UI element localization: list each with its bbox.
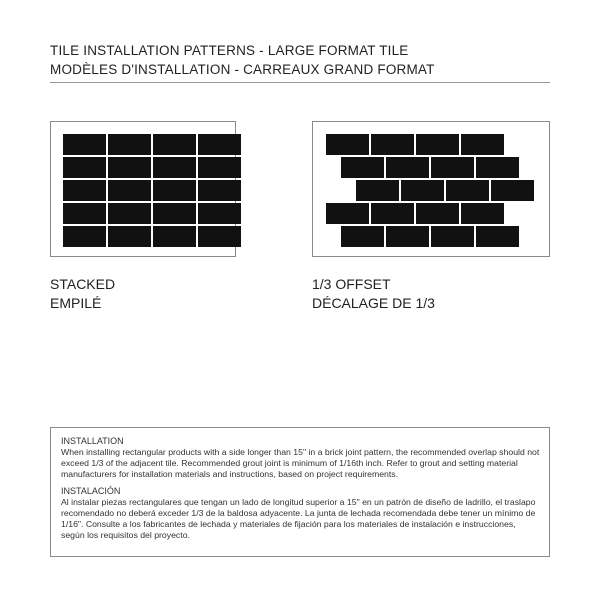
tile <box>416 203 459 224</box>
installation-heading-spanish: INSTALACIÓN <box>61 486 121 496</box>
tile <box>461 134 504 155</box>
tile <box>431 226 474 247</box>
stacked-label-french: EMPILÉ <box>50 295 102 311</box>
installation-heading-english: INSTALLATION <box>61 436 124 446</box>
tile <box>326 203 369 224</box>
tile <box>63 134 106 155</box>
tile <box>63 157 106 178</box>
tile <box>416 134 459 155</box>
tile <box>153 226 196 247</box>
tile <box>108 226 151 247</box>
tile <box>198 203 241 224</box>
title-english: TILE INSTALLATION PATTERNS - LARGE FORMAT TILE <box>50 43 409 58</box>
tile <box>386 226 429 247</box>
tile <box>198 157 241 178</box>
tile <box>63 180 106 201</box>
title-french: MODÈLES D'INSTALLATION - CARREAUX GRAND FORMAT <box>50 62 435 77</box>
tile <box>461 203 504 224</box>
tile <box>476 157 519 178</box>
tile <box>108 134 151 155</box>
tile <box>356 180 399 201</box>
tile <box>401 180 444 201</box>
tile <box>153 134 196 155</box>
tile <box>63 226 106 247</box>
offset-label-english: 1/3 OFFSET <box>312 276 391 292</box>
tile <box>63 203 106 224</box>
tile <box>153 180 196 201</box>
tile <box>153 203 196 224</box>
tile <box>371 134 414 155</box>
tile <box>108 157 151 178</box>
tile <box>476 226 519 247</box>
installation-notes-box <box>50 427 550 557</box>
tile <box>341 157 384 178</box>
tile <box>153 157 196 178</box>
offset-pattern-diagram <box>312 121 550 257</box>
tile <box>108 203 151 224</box>
tile <box>446 180 489 201</box>
tile <box>198 226 241 247</box>
installation-text-english: When installing rectangular products with a side longer than 15" in a brick joint pattern, the recommended overlap should not exceed 1/3 of the adjacent tile. Recommended grout joint is minimum of 1/16th inch. Refer to grout and setting material manufacturers for installation materials and instructions, based on project requirements. <box>61 447 540 479</box>
offset-pattern-label <box>312 275 435 313</box>
tile <box>198 134 241 155</box>
tile <box>431 157 474 178</box>
installation-text-spanish: Al instalar piezas rectangulares que tengan un lado de longitud superior a 15" en un patrón de diseño de ladrillo, el traslapo recomendado no deberá exceder 1/3 de la baldosa adyacente. La junta de lechada recomendada debe tener un mínimo de 1/16". Consulte a los fabricantes de lechada y materiales de fijación para los materiales de instalación e instrucciones, según los requisitos del proyecto. <box>61 497 536 540</box>
tile <box>108 180 151 201</box>
header-divider <box>50 82 550 83</box>
tile <box>371 203 414 224</box>
tile <box>326 134 369 155</box>
offset-label-french: DÉCALAGE DE 1/3 <box>312 295 435 311</box>
stacked-label-english: STACKED <box>50 276 116 292</box>
stacked-pattern-label <box>50 275 115 313</box>
tile <box>198 180 241 201</box>
tile <box>386 157 429 178</box>
stacked-pattern-diagram <box>50 121 236 257</box>
tile <box>341 226 384 247</box>
page-title <box>50 41 435 79</box>
tile <box>491 180 534 201</box>
